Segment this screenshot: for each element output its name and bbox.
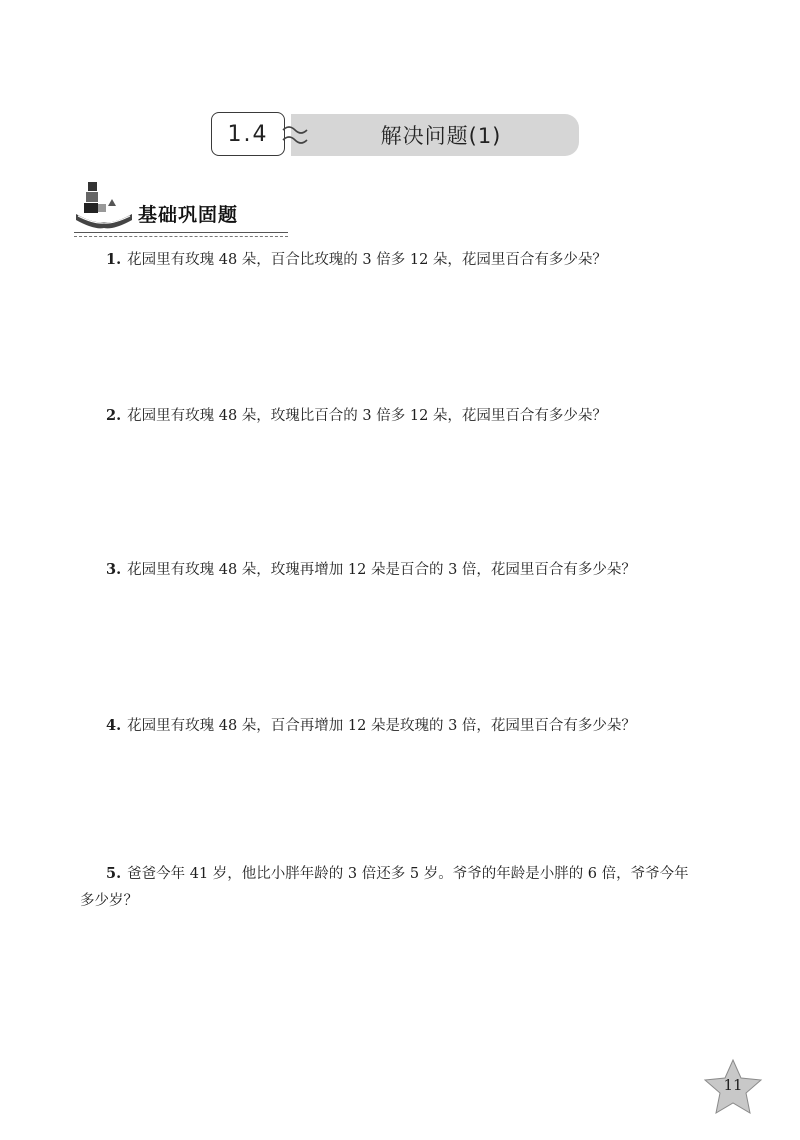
wave-connector-icon	[281, 120, 315, 150]
question-number: 4.	[106, 717, 122, 734]
question-text: 花园里有玫瑰 48 朵，玫瑰比百合的 3 倍多 12 朵，花园里百合有多少朵？	[127, 408, 607, 424]
building-blocks-icon	[74, 180, 134, 230]
question-3	[106, 556, 726, 584]
question-number: 2.	[106, 407, 122, 424]
question-number: 3.	[106, 561, 122, 578]
question-text-line-2: 多少岁？	[80, 893, 138, 909]
lesson-header	[211, 112, 579, 158]
section-number: 1.4	[227, 121, 269, 147]
page-number: 11	[723, 1076, 743, 1094]
question-text: 花园里有玫瑰 48 朵，百合比玫瑰的 3 倍多 12 朵，花园里百合有多少朵？	[127, 252, 607, 268]
question-1	[106, 246, 726, 274]
question-number: 5.	[106, 865, 122, 882]
question-5	[80, 860, 720, 915]
question-text: 花园里有玫瑰 48 朵，玫瑰再增加 12 朵是百合的 3 倍，花园里百合有多少朵？	[127, 562, 636, 578]
section-underline	[74, 232, 288, 237]
section-title: 基础巩固题	[138, 204, 239, 226]
section-number-box	[211, 112, 285, 156]
lesson-title: 解决问题(1)	[380, 124, 502, 148]
section-heading	[74, 180, 288, 238]
question-text-line-1: 爸爸今年 41 岁，他比小胖年龄的 3 倍还多 5 岁。爷爷的年龄是小胖的 6 倍，爷爷今年	[127, 866, 689, 882]
question-text: 花园里有玫瑰 48 朵，百合再增加 12 朵是玫瑰的 3 倍，花园里百合有多少朵？	[127, 718, 636, 734]
question-number: 1.	[106, 251, 122, 268]
question-4	[106, 712, 726, 740]
question-2	[106, 402, 726, 430]
